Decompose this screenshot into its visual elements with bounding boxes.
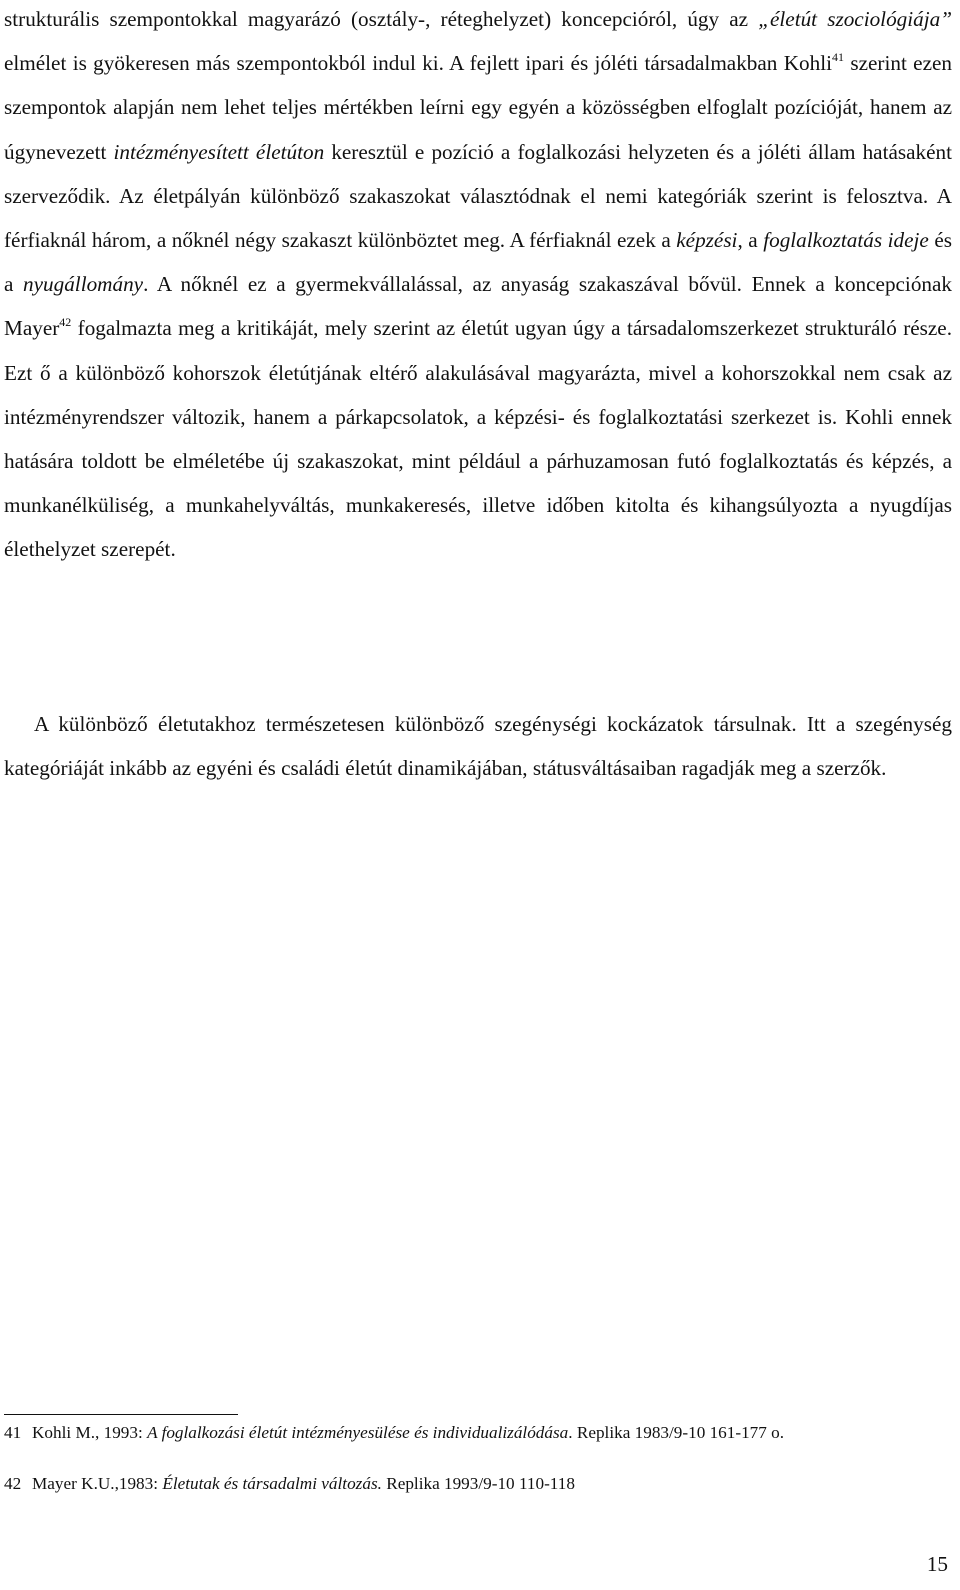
text-run: és a bbox=[4, 228, 952, 297]
footnote-text bbox=[32, 1422, 952, 1444]
text-run: fogalmazta meg a kritikáját, mely szerint az életút ugyan úgy a társadalomszerkezet strukturáló része. Ezt ő a különböző kohorszok életútjának eltérő alakulásával magyarázta, mivel a kohorszokkal nem csak az intézményrendszer változik, hanem a párkapcsolatok, a képzési- és foglalkoztatási szerkezet is. Kohli ennek hatására toldott be elméletébe új szakaszokat, mint például a párhuzamosan futó foglalkoztatás és képzés, a munkanélküliség, a munkahelyváltás, munkakeresés, illetve időben kitolta és kihangsúlyozta a nyugdíjas élethelyzet szerepét. bbox=[4, 316, 952, 562]
italic-term: intézményesített életúton bbox=[113, 139, 325, 164]
footnote-title: A foglalkozási életút intézményesülése és individualizálódása bbox=[147, 1423, 569, 1442]
footnote-41 bbox=[4, 1422, 952, 1444]
footnote-42 bbox=[4, 1473, 952, 1495]
body-paragraph-2: A különböző életutakhoz természetesen különböző szegénységi kockázatok társulnak. Itt a szegénység kategóriáját inkább az egyéni és családi életút dinamikájában, státusváltásaiban ragadják meg a szerzők. bbox=[4, 712, 952, 781]
italic-term: foglalkoztatás ideje bbox=[763, 228, 929, 253]
italic-term: „életút szociológiája” bbox=[758, 7, 952, 31]
text-run: elmélet is gyökeresen más szempontokból indul ki. A fejlett ipari és jóléti társadalmakban Kohli bbox=[4, 51, 833, 76]
page-number: 15 bbox=[926, 1552, 948, 1576]
italic-term: képzési bbox=[676, 228, 738, 253]
footnote-ref-41[interactable]: 41 bbox=[832, 50, 845, 65]
footnote-author: Mayer K.U.,1983: bbox=[32, 1474, 163, 1493]
italic-term: nyugállomány bbox=[23, 272, 144, 297]
footnote-ref-42[interactable]: 42 bbox=[59, 315, 72, 330]
footnote-separator bbox=[4, 1414, 238, 1415]
text-run: keresztül e pozíció a foglalkozási helyzeten és a jóléti állam hatásaként szerveződik. Az életpályán különböző szakaszokat választódnak el nemi kategóriák szerint is felosztva. A férfiaknál három, a nőknél négy szakaszt különböztet meg. A férfiaknál ezek a bbox=[4, 139, 952, 253]
text-run: szerint ezen szempontok alapján nem lehet teljes mértékben leírni egy egyén a közösségben elfoglalt pozícióját, hanem az úgynevezett bbox=[4, 51, 952, 164]
footnote-title: Életutak és társadalmi változás. bbox=[162, 1474, 382, 1493]
text-run: , a bbox=[737, 228, 764, 253]
footnote-text bbox=[32, 1473, 952, 1495]
body-paragraph-1 bbox=[4, 0, 952, 572]
footnote-number: 41 bbox=[4, 1423, 22, 1442]
footnote-source: . Replika 1983/9-10 161-177 o. bbox=[568, 1423, 785, 1442]
text-run: . A nőknél ez a gyermekvállalással, az anyaság szakaszával bővül. Ennek a koncepciónak Mayer bbox=[4, 272, 953, 341]
text-run: strukturális szempontokkal magyarázó (osztály-, réteghelyzet) koncepcióról, úgy az bbox=[4, 7, 759, 31]
footnote-number: 42 bbox=[4, 1474, 22, 1493]
footnote-source: Replika 1993/9-10 110-118 bbox=[381, 1474, 575, 1493]
footnote-author: Kohli M., 1993: bbox=[32, 1423, 148, 1442]
